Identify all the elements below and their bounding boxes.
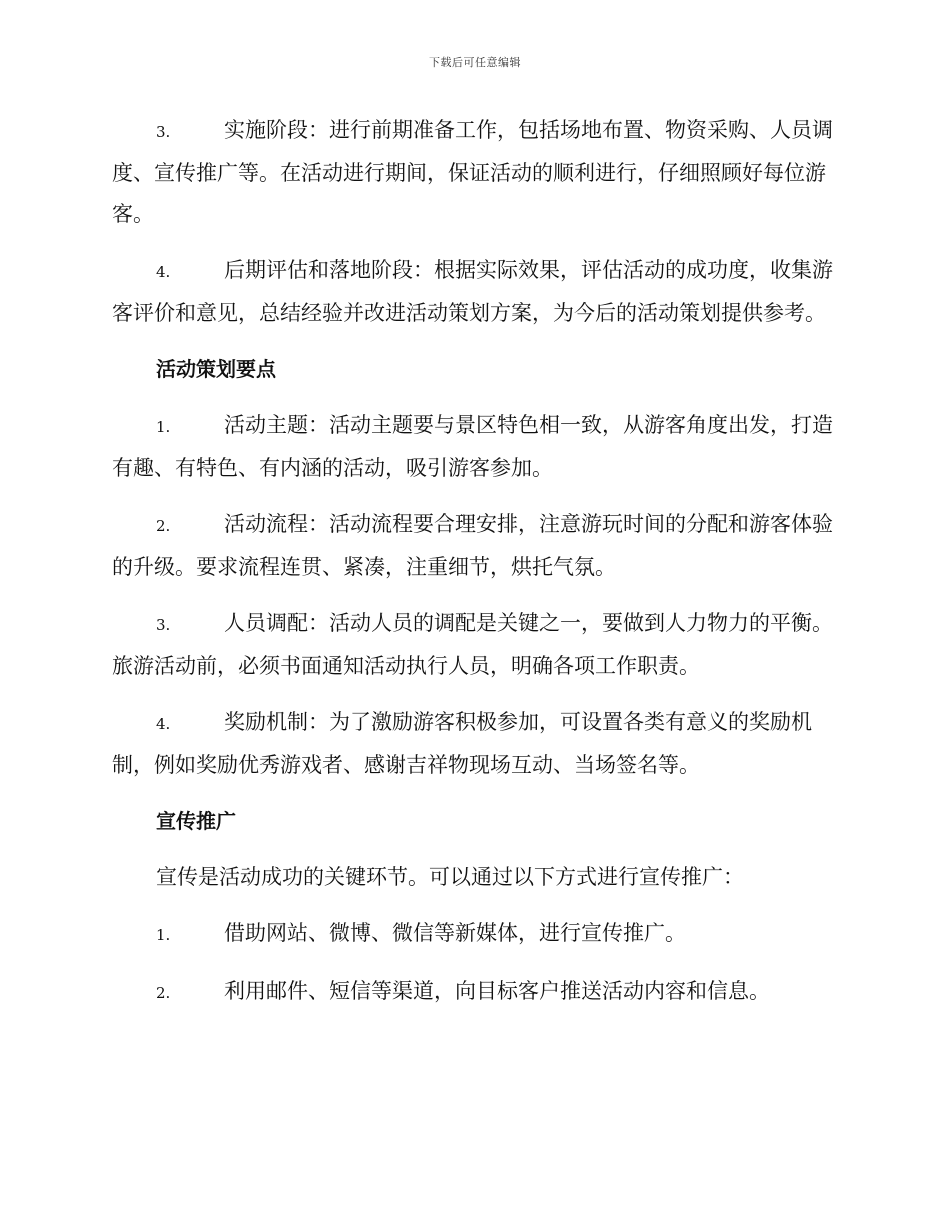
list-item xyxy=(112,702,838,786)
list-item-text: 人员调配：活动人员的调配是关键之一，要做到人力物力的平衡。旅游活动前，必须书面通知活动执行人员，明确各项工作职责。 xyxy=(112,611,833,678)
section-heading: 活动策划要点 xyxy=(156,357,276,381)
list-item-text: 后期评估和落地阶段：根据实际效果，评估活动的成功度，收集游客评价和意见，总结经验并改进活动策划方案，为今后的活动策划提供参考。 xyxy=(112,258,833,325)
list-item xyxy=(112,250,838,334)
list-item-text: 奖励机制：为了激励游客积极参加，可设置各类有意义的奖励机制，例如奖励优秀游戏者、感谢吉祥物现场互动、当场签名等。 xyxy=(112,710,812,777)
list-item-number: 3. xyxy=(156,616,171,634)
list-item-number: 3. xyxy=(156,123,171,141)
list-item-number: 2. xyxy=(156,984,171,1002)
list-item xyxy=(112,110,838,235)
section-heading: 宣传推广 xyxy=(156,809,236,833)
list-item-text: 利用邮件、短信等渠道，向目标客户推送活动内容和信息。 xyxy=(224,979,770,1003)
list-item-number: 2. xyxy=(156,517,171,535)
list-item-text: 活动流程：活动流程要合理安排，注意游玩时间的分配和游客体验的升级。要求流程连贯、紧凑，注重细节，烘托气氛。 xyxy=(112,512,833,579)
list-item-text: 借助网站、微博、微信等新媒体，进行宣传推广。 xyxy=(224,921,686,945)
page-header: 下载后可任意编辑 xyxy=(429,56,521,69)
list-item-text: 活动主题：活动主题要与景区特色相一致，从游客角度出发，打造有趣、有特色、有内涵的活动，吸引游客参加。 xyxy=(112,413,833,480)
list-item xyxy=(112,603,838,687)
list-item-number: 4. xyxy=(156,263,171,281)
list-item-number: 4. xyxy=(156,715,171,733)
list-item-text: 实施阶段：进行前期准备工作，包括场地布置、物资采购、人员调度、宣传推广等。在活动进行期间，保证活动的顺利进行，仔细照顾好每位游客。 xyxy=(112,118,833,226)
list-item xyxy=(112,971,838,1014)
list-item-number: 1. xyxy=(156,926,171,944)
list-item xyxy=(112,504,838,588)
document-body xyxy=(112,110,838,1029)
list-item-number: 1. xyxy=(156,418,171,436)
list-item xyxy=(112,913,838,956)
list-item xyxy=(112,405,838,489)
paragraph: 宣传是活动成功的关键环节。可以通过以下方式进行宣传推广： xyxy=(156,865,744,889)
